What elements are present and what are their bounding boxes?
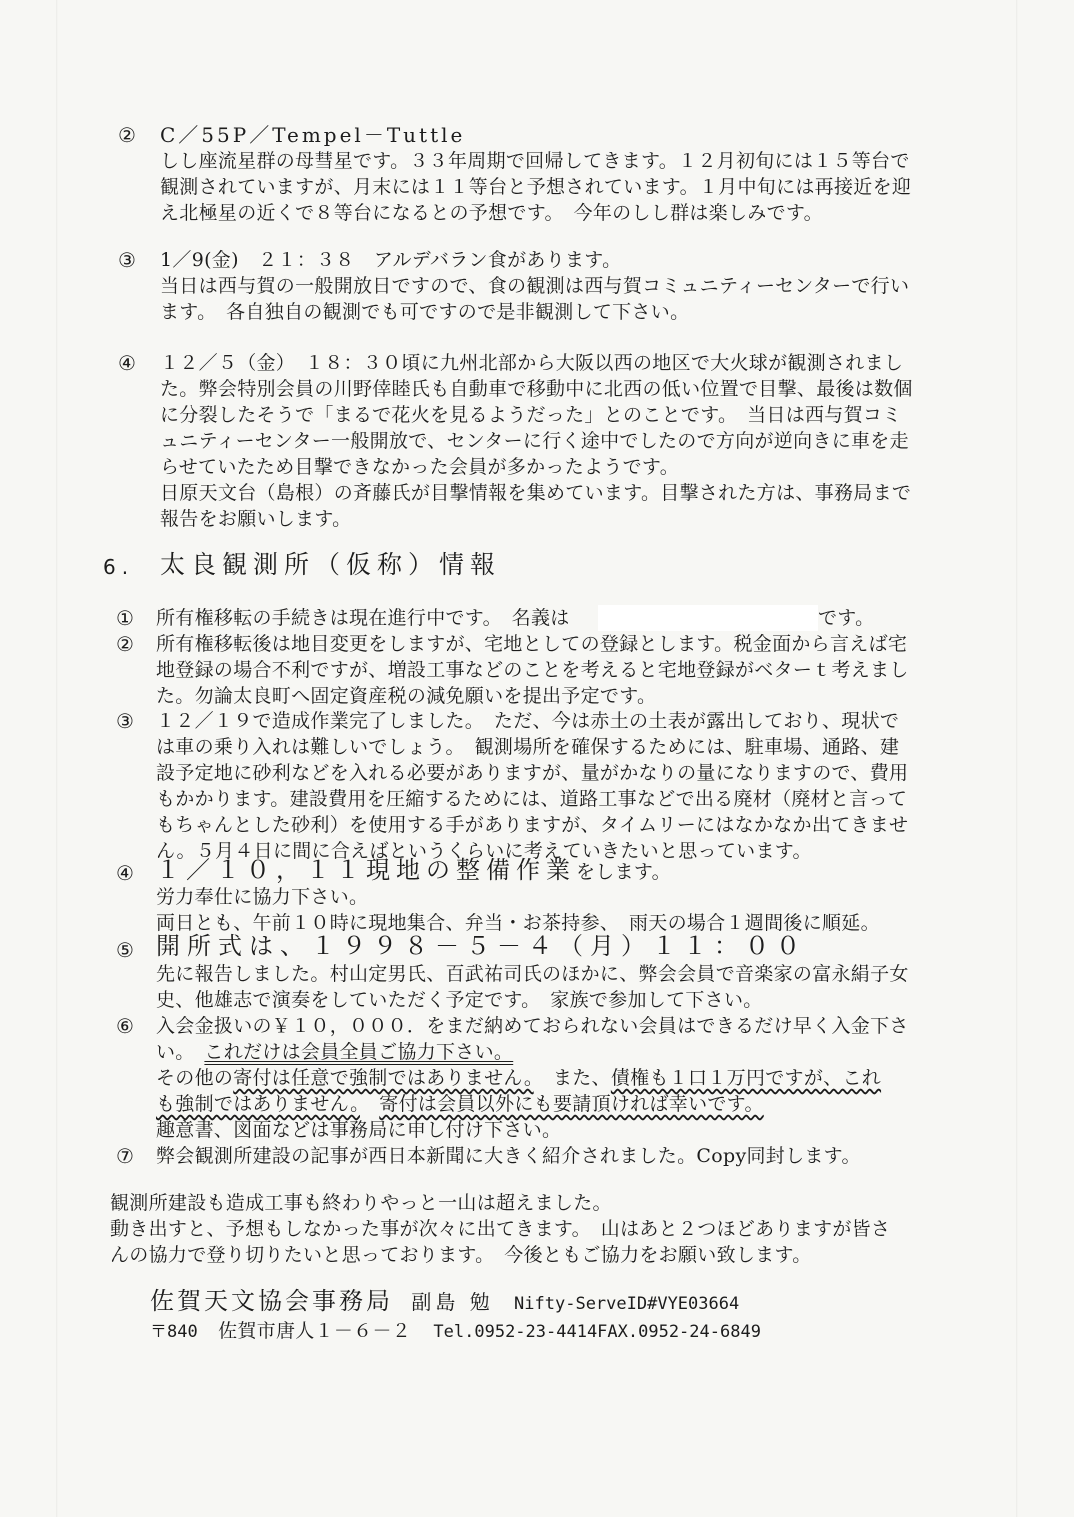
address: 佐賀市唐人１－６－２	[218, 1320, 412, 1342]
text-line: 所有権移転後は地目変更をしますが、宅地としての登録とします。税金面から言えば宅	[156, 633, 908, 655]
text-line	[156, 1091, 764, 1117]
paper-fold-left	[56, 0, 58, 1517]
text-line	[156, 1039, 513, 1065]
text-line: ん。５月４日に間に合えばというくらいに考えていきたいと思っています。	[156, 840, 812, 862]
text-line: た。弊会特別会員の川野倖睦氏も自動車で移動中に北西の低い位置で目撃、最後は数個	[160, 378, 913, 400]
closing-line: 動き出すと、予想もしなかった事が次々に出てきます。 山はあと２つほどありますが皆さ	[110, 1218, 891, 1240]
text-line: １２／５（金） １８：３０頃に九州北部から大阪以西の地区で大火球が観測されまし	[160, 352, 904, 374]
text-line: もかかります。建設費用を圧縮するためには、道路工事などで出る廃材（廃材と言って	[156, 788, 908, 810]
text-line: しし座流星群の母彗星です。３３年周期で回帰してきます。１２月初旬には１５等台で	[160, 150, 910, 172]
item-marker: ④	[118, 351, 136, 375]
text-line: です。	[818, 607, 875, 629]
headline-emphasis: １／１０，１１現地の整備作業	[156, 856, 576, 884]
underlined-request: これだけは会員全員ご協力下さい。	[204, 1041, 514, 1063]
text-line: た。勿論太良町へ固定資産税の減免願いを提出予定です。	[156, 685, 657, 707]
headline-line	[156, 857, 671, 885]
text-line: らせていたため目撃できなかった会員が多かったようです。	[160, 456, 680, 478]
underlined-note: 寄付は任意で強制ではありません。	[233, 1067, 534, 1089]
text-line: 労力奉仕に協力下さい。	[156, 886, 369, 908]
item-marker: ⑤	[116, 938, 134, 962]
closing-line: 観測所建設も造成工事も終わりやっと一山は超えました。	[110, 1192, 612, 1214]
underlined-note: 寄付は会員以外にも要請頂ければ幸いです。	[379, 1093, 764, 1115]
text-segment	[360, 1093, 379, 1115]
text-line	[156, 1065, 881, 1091]
text-line: 所有権移転の手続きは現在進行中です。 名義は	[156, 607, 570, 629]
text-segment: い。	[156, 1041, 205, 1063]
text-line: 報告をお願いします。	[160, 508, 352, 530]
text-segment: その他の	[156, 1067, 234, 1089]
section-number: 6.	[103, 555, 135, 579]
redaction-mask	[598, 605, 818, 631]
text-line: 史、他雄志で演奏をしていただく予定です。 家族で参加して下さい。	[156, 989, 763, 1011]
item-marker: ⑥	[116, 1014, 134, 1038]
section-title: 太良観測所（仮称）情報	[160, 550, 502, 579]
item-title: 1／9(金) ２１：３８ アルデバラン食があります。	[160, 249, 622, 271]
item-title: C／55P／Tempel－Tuttle	[160, 123, 466, 147]
item-marker: ④	[116, 861, 134, 885]
text-line: ます。 各自独自の観測でも可ですので是非観測して下さい。	[160, 301, 690, 323]
phone-fax: Tel.0952-23-4414FAX.0952-24-6849	[433, 1322, 761, 1342]
footer-signature	[150, 1288, 739, 1317]
text-line: に分裂したそうで「まるで花火を見るようだった」とのことです。 当日は西与賀コミ	[160, 404, 902, 426]
postal-code: 〒840	[150, 1322, 198, 1342]
text-line: 両日とも、午前１０時に現地集合、弁当・お茶持参、 雨天の場合１週間後に順延。	[156, 912, 880, 934]
text-line: 日原天文台（島根）の斉藤氏が目撃情報を集めています。目撃された方は、事務局まで	[160, 482, 912, 504]
text-line: 設予定地に砂利などを入れる必要がありますが、量がかなりの量になりますので、費用	[156, 762, 909, 784]
headline-emphasis: 開所式は、１９９８－５－４（月）１１：００	[156, 932, 807, 960]
text-line: ュニティーセンター一般開放で、センターに行く途中でしたので方向が逆向きに車を走	[160, 430, 909, 452]
item-marker: ②	[116, 632, 134, 656]
underlined-note: 債権も１口１万円ですが、これ	[610, 1067, 882, 1089]
text-line: もちゃんとした砂利）を使用する手がありますが、タイムリーにはなかなか出てきませ	[156, 814, 909, 836]
text-line: １２／１９で造成作業完了しました。 ただ、今は赤土の土表が露出しており、現状で	[156, 710, 900, 732]
text-line: 先に報告しました。村山定男氏、百武祐司氏のほかに、弊会会員で音楽家の富永絹子女	[156, 963, 909, 985]
org-name: 佐賀天文協会事務局	[150, 1287, 393, 1315]
item-marker: ③	[118, 248, 136, 272]
text-line: 弊会観測所建設の記事が西日本新聞に大きく紹介されました。Copy同封します。	[156, 1145, 861, 1167]
person-name: 副島 勉	[411, 1290, 494, 1314]
text-line: 入会金扱いの￥１０，０００．をまだ納めておられない会員はできるだけ早く入金下さ	[156, 1015, 909, 1037]
headline-tail: をします。	[576, 861, 671, 883]
underlined-note: も強制ではありません。	[156, 1093, 360, 1115]
paper-fold-right	[1016, 0, 1018, 1517]
item-marker: ②	[118, 123, 136, 147]
footer-address	[150, 1318, 761, 1345]
item-marker: ③	[116, 709, 134, 733]
text-line: 当日は西与賀の一般開放日ですので、食の観測は西与賀コミュニティーセンターで行い	[160, 275, 910, 297]
nifty-id: Nifty-ServeID#VYE03664	[514, 1294, 740, 1314]
text-segment: また、	[533, 1067, 611, 1089]
text-line: 観測されていますが、月末には１１等台と予想されています。１月中旬には再接近を迎	[160, 176, 912, 198]
text-line: は車の乗り入れは難しいでしょう。 観測場所を確保するためには、駐車場、通路、建	[156, 736, 900, 758]
text-line: 趣意書、図面などは事務局に申し付け下さい。	[156, 1119, 562, 1141]
text-line: え北極星の近くで８等台になるとの予想です。 今年のしし群は楽しみです。	[160, 202, 823, 224]
closing-line: んの協力で登り切りたいと思っております。 今後ともご協力をお願い致します。	[110, 1244, 812, 1266]
text-line: 地登録の場合不利ですが、増設工事などのことを考えると宅地登録がベターｔ考えまし	[156, 659, 909, 681]
item-marker: ⑦	[116, 1144, 134, 1168]
item-marker: ①	[116, 606, 134, 630]
